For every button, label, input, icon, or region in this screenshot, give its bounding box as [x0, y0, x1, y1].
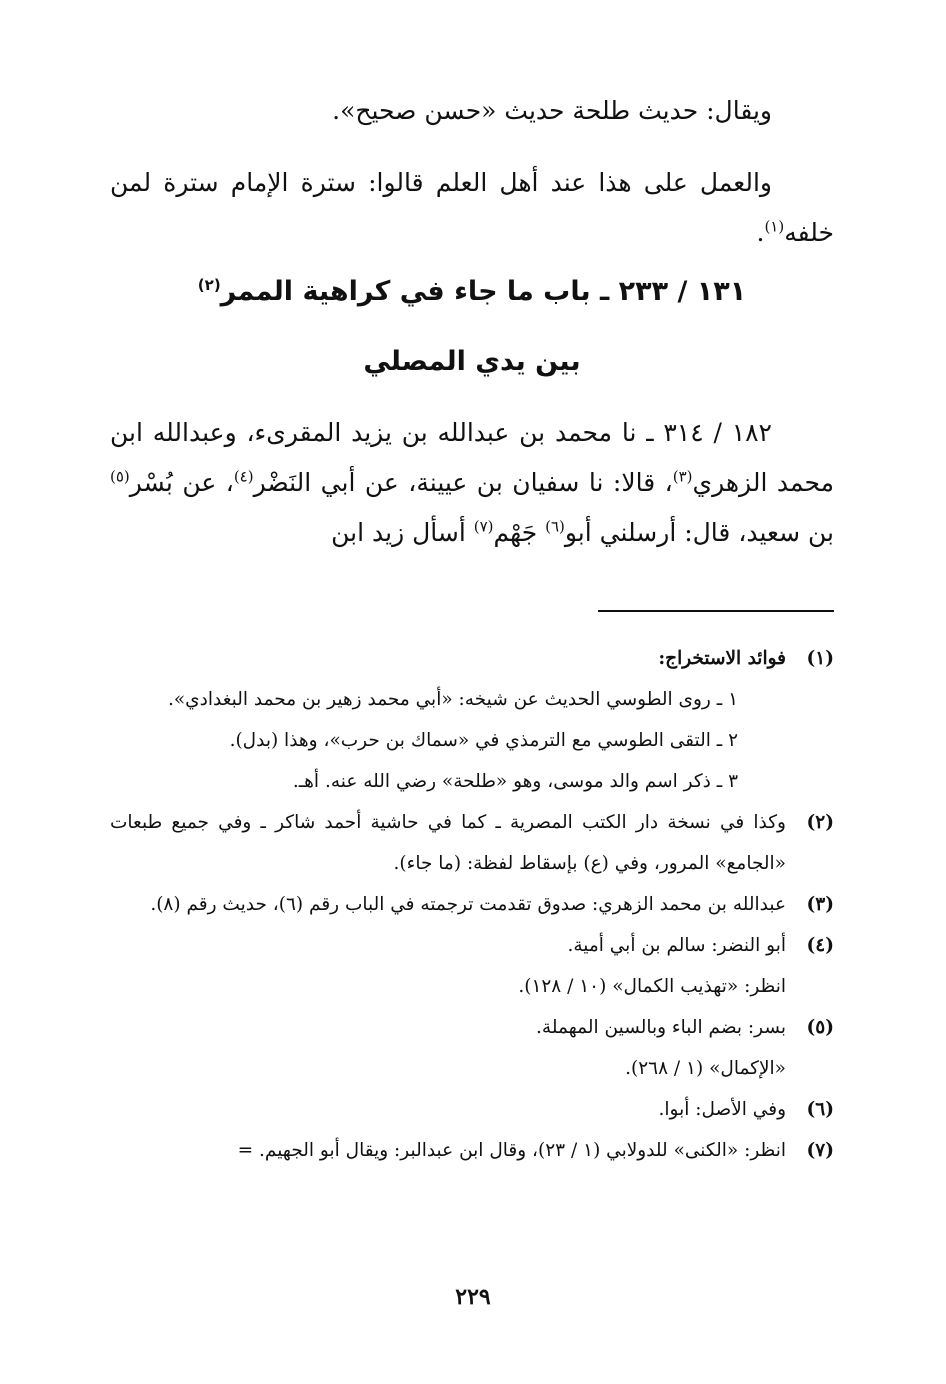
- footnote-ref-5: (٥): [110, 467, 130, 486]
- footnote-number: (٢): [806, 812, 834, 833]
- footnote-7: [110, 1130, 834, 1171]
- footnote-1-item-2: ٢ ـ التقى الطوسي مع الترمذي في «سماك بن حرب»، وهذا (بدل).: [229, 730, 738, 751]
- footnote-title: فوائد الاستخراج:: [658, 648, 786, 669]
- footnote-4: [110, 925, 834, 966]
- footnote-5: [110, 1007, 834, 1048]
- footnote-text: انظر: «الكنى» للدولابي (١ / ٢٣)، وقال ابن عبدالبر: ويقال أبو الجهيم. =: [237, 1140, 786, 1161]
- footnote-number: (٥): [806, 1017, 834, 1038]
- footnotes: [110, 638, 834, 1171]
- footnote-text: بسر: بضم الباء وبالسين المهملة.: [536, 1017, 786, 1038]
- page-number: ٢٢٩: [455, 1284, 491, 1310]
- footnote-ref-6: (٦): [545, 517, 565, 536]
- footnote-1-item-1: ١ ـ روى الطوسي الحديث عن شيخه: «أبي محمد زهير بن محمد البغدادي».: [167, 689, 738, 710]
- footnote-number: (٤): [806, 935, 834, 956]
- chapter-subheading: بين يدي المصلي: [363, 346, 581, 377]
- footnote-text: وكذا في نسخة دار الكتب المصرية ـ كما في حاشية أحمد شاكر ـ وفي جميع طبعات «الجامع» المرور، وفي (ع) بإسقاط لفظة: (ما جاء).: [110, 812, 786, 874]
- footnote-text: وفي الأصل: أبوا.: [658, 1099, 786, 1120]
- paragraph-grading: ويقال: حديث طلحة حديث «حسن صحيح».: [332, 96, 772, 125]
- footnote-5-source: «الإكمال» (١ / ٢٦٨).: [625, 1058, 786, 1079]
- footnote-text: أبو النضر: سالم بن أبي أمية.: [567, 935, 786, 956]
- footnote-4-source: انظر: «تهذيب الكمال» (١٠ / ١٢٨).: [518, 976, 786, 997]
- paragraph-practice: والعمل على هذا عند أهل العلم قالوا: سترة الإمام سترة لمن خلفه$^{(١)}$.: [110, 168, 834, 247]
- footnote-3: [110, 884, 834, 925]
- footnote-1-item-3: ٣ ـ ذكر اسم والد موسى، وهو «طلحة» رضي الله عنه. أهـ.: [292, 771, 738, 792]
- footnote-number: (٣): [806, 894, 834, 915]
- footnote-number: (٦): [806, 1099, 834, 1120]
- book-page: [110, 0, 834, 1384]
- footnote-1: [110, 638, 834, 679]
- footnote-6: [110, 1089, 834, 1130]
- footnote-text: عبدالله بن محمد الزهري: صدوق تقدمت ترجمته في الباب رقم (٦)، حديث رقم (٨).: [150, 894, 786, 915]
- footnote-ref-7: (٧): [473, 517, 494, 536]
- footnote-number: (٧): [806, 1140, 834, 1161]
- footnote-2: [110, 802, 834, 884]
- paragraph-practice-text: والعمل على هذا عند أهل العلم قالوا: سترة الإمام سترة لمن خلفه: [110, 168, 834, 247]
- chapter-heading-text: ١٣١ / ٢٣٣ ـ باب ما جاء في كراهية الممر: [220, 276, 747, 307]
- footnote-ref-4: (٤): [233, 467, 254, 486]
- footnote-divider: [598, 610, 834, 612]
- footnote-ref-1: (١): [764, 217, 785, 236]
- footnote-number: (١): [806, 648, 834, 669]
- footnote-ref-2: (٢): [197, 276, 221, 294]
- hadith-text: ١٨٢ / ٣١٤ ـ نا محمد بن عبدالله بن يزيد المقرىء، وعبدالله ابن محمد الزهري$^{(٣)}$، قالا: نا سفيان بن عيينة، عن أبي النَضْر$^{(٤)}$، عن بُسْر$^{(٥)}$ بن سعيد، قال: أرسلني أبو$^{(٦)}$ جَهْم$^{(٧)}$ أسأل زيد ابن: [110, 418, 834, 547]
- footnote-ref-3: (٣): [672, 467, 693, 486]
- chapter-heading: [110, 272, 834, 312]
